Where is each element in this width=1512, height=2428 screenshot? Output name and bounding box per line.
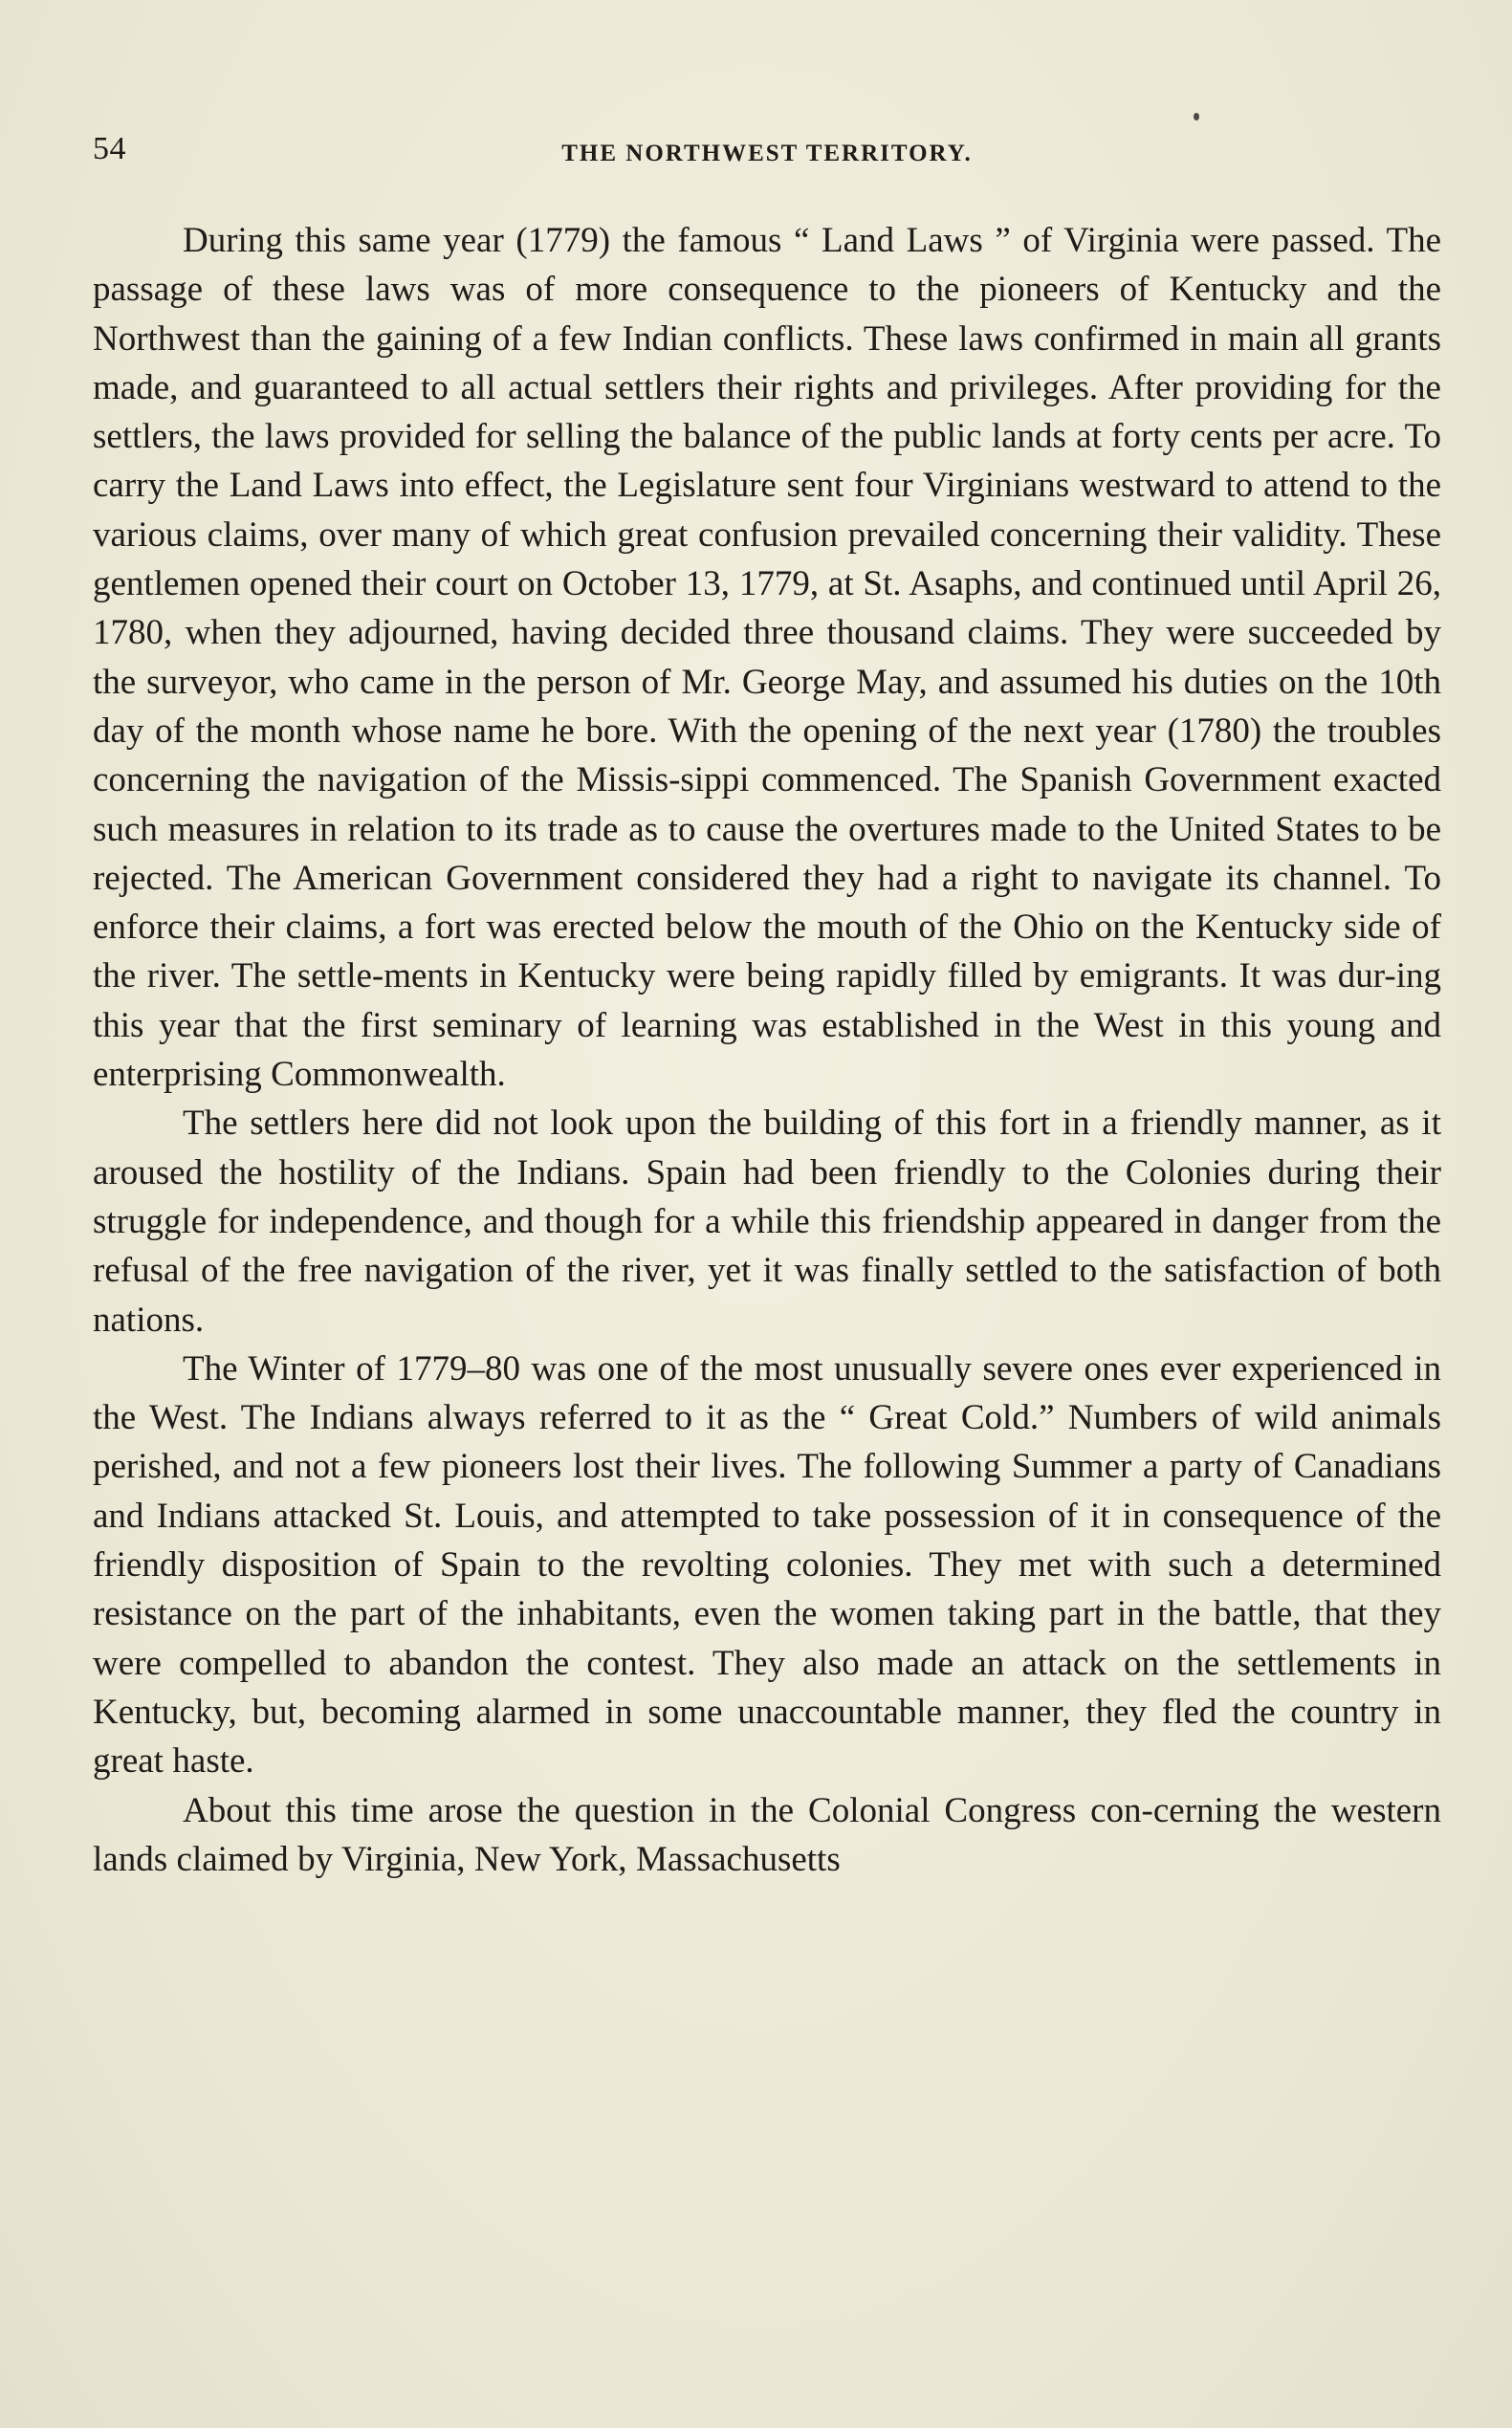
ink-speck xyxy=(1194,113,1199,120)
paragraph-4: About this time arose the question in the Colonial Congress con-cerning the western lands claimed by Virginia, New York, Massachusetts xyxy=(93,1790,1441,1879)
paragraph-3: The Winter of 1779–80 was one of the most unusually severe ones ever experienced in the West. The Indians always referred to it as the “ Great Cold.” Numbers of wild animals perished, and not a few pioneers lost their lives. The following Summer a party of Canadians and Indians attacked St. Louis, and attempted to take possession of it in consequence of the friendly disposition of Spain to the revolting colonies. They met with such a determined resistance on the part of the inhabitants, even the women taking part in the battle, that they were compelled to abandon the contest. They also made an attack on the settlements in Kentucky, but, becoming alarmed in some unaccountable manner, they fled the country in great haste. xyxy=(93,1348,1441,1782)
page-number: 54 xyxy=(93,131,126,166)
paragraph-1: During this same year (1779) the famous “ Land Laws ” of Virginia were passed. The passage of these laws was of more consequence to the pioneers of Kentucky and the Northwest than the gaining of a few Indian conflicts. These laws confirmed in main all grants made, and guaranteed to all actual settlers their rights and privileges. After providing for the settlers, the laws provided for selling the balance of the public lands at forty cents per acre. To carry the Land Laws into effect, the Legislature sent four Virginians westward to attend to the various claims, over many of which great confusion prevailed concerning their validity. These gentlemen opened their court on October 13, 1779, at St. Asaphs, and continued until April 26, 1780, when they adjourned, having decided three thousand claims. They were succeeded by the surveyor, who came in the person of Mr. George May, and assumed his duties on the 10th day of the month whose name he bore. With the opening of the next year (1780) the troubles concerning the navigation of the Missis-sippi commenced. The Spanish Government exacted such measures in relation to its trade as to cause the overtures made to the United States to be rejected. The American Government considered they had a right to navigate its channel. To enforce their claims, a fort was erected below the mouth of the Ohio on the Kentucky side of the river. The settle-ments in Kentucky were being rapidly filled by emigrants. It was dur-ing this year that the first seminary of learning was established in the West in this young and enterprising Commonwealth. xyxy=(93,221,1441,1095)
running-head: THE NORTHWEST TERRITORY. xyxy=(561,141,973,166)
paragraph-2: The settlers here did not look upon the building of this fort in a friendly manner, as it aroused the hostility of the Indians. Spain had been friendly to the Colonies during their struggle for independence, and though for a while this friendship appeared in danger from the refusal of the free navigation of the river, yet it was finally settled to the satisfaction of both nations. xyxy=(93,1104,1441,1340)
body-text xyxy=(93,216,1441,1884)
page-header xyxy=(93,130,1441,178)
